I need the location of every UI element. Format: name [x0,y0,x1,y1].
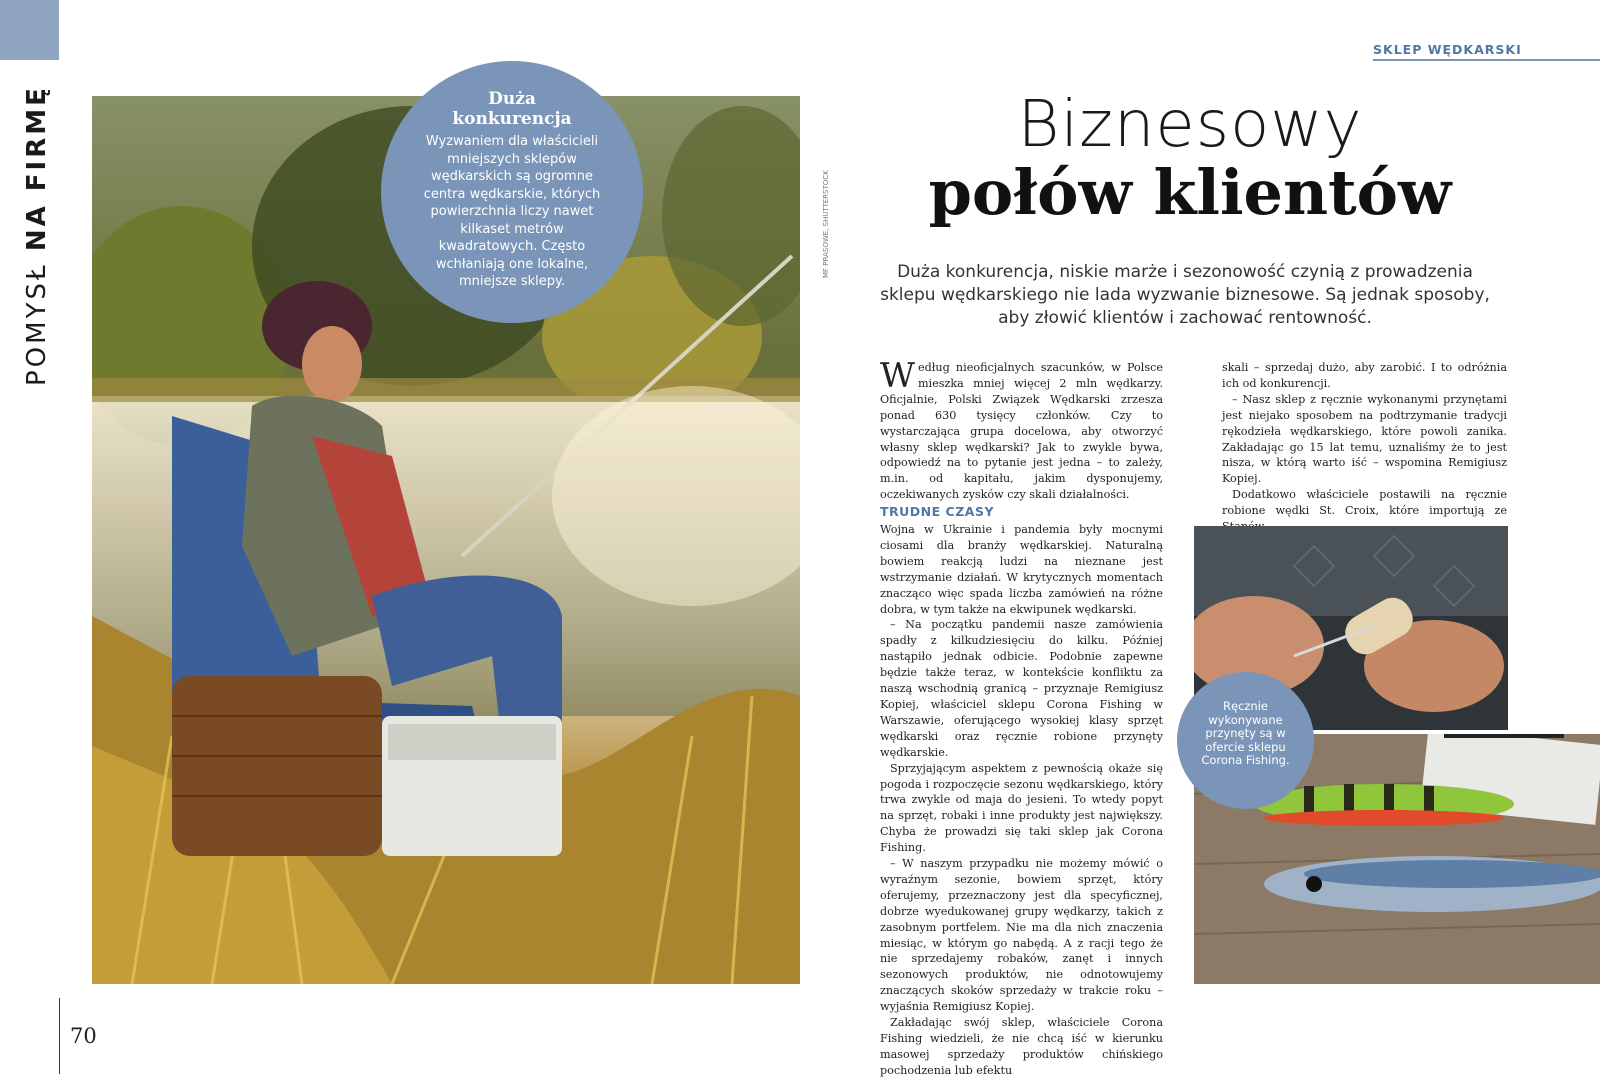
paragraph: Wojna w Ukrainie i pandemia były mocnymi ciosami dla branży wędkarskiej. Naturalną bowiem reakcją ludzi na nieznane jest wstrzymanie działań. W krytycznych momentach znacząco więc spada liczba zamówień na różne dobra, w tym także na ekwipunek wędkarski. [880,523,1163,616]
paragraph: – Na początku pandemii nasze zamówienia spadły z kilkudziesięciu do kilku. Później nastąpiło jednak odbicie. Podobnie zapewne będzie także teraz, w kontekście konfliktu za naszą wschodnią granicą – przyznaje Remigiusz Kopiej, właściciel sklepu Corona Fishing w Warszawie, oferującego wysokiej klasy sprzęt wędkarski oraz ręcznie robione przynęty wędkarskie. [880,618,1163,759]
article-lead: Duża konkurencja, niskie marże i sezonowość czynią z prowadzenia sklepu wędkarskiego nie lada wyzwanie biznesowe. Są jednak sposoby, aby złowić klientów i zachować rentowność. [880,262,1490,328]
paragraph: – Nasz sklep z ręcznie wykonanymi przynętami jest niejako sposobem na podtrzymanie tradycji rękodzieła wędkarskiego, które powoli zanika. Zakładając go 15 lat temu, uznaliśmy że to jest nisza, w którą warto iść – wspomina Remigiusz Kopiej. [1222,392,1507,486]
article-title-line2: połów klientów [928,156,1452,229]
article-intro [880,356,1163,503]
competition-title-line2: konkurencja [452,109,572,129]
article-title-line1: Biznesowy [1017,88,1363,162]
section-kicker: SKLEP WĘDKARSKI [1373,42,1522,57]
photo-credit: MF PRASOWE, SHUTTERSTOCK [822,170,830,278]
article-column-1 [880,522,1163,1079]
paragraph: – W naszym przypadku nie możemy mówić o wyraźnym sezonie, bowiem sprzęt, który oferujemy, przeznaczony jest dla specyficznej, dobrze wyedukowanej grupy wędkarzy, takich z zasobnym portfelem. Nie ma dla nich znaczenia miesiąc, w którym go nabędą. A z racji tego że nie sprzedajemy robaków, zanęt i innych sezonowych produktów, nie odnotowujemy znaczących skoków sprzedaży w trakcie roku – wyjaśnia Remigiusz Kopiej. [880,857,1163,1014]
paragraph: skali – sprzedaj dużo, aby zarobić. I to odróżnia ich od konkurencji. [1222,361,1507,390]
corner-color-block [0,0,59,60]
section-label-vertical [12,70,52,390]
paragraph: Dodatkowo właściciele postawili na ręcznie robione wędki St. Croix, które importują ze [1222,488,1507,518]
article-column-2 [1222,360,1507,535]
kicker-rule [1373,59,1600,61]
intro-text: edług nieoficjalnych szacunków, w Polsce mieszka mniej więcej 2 mln wędkarzy. Oficjalnie, Polski Związek Wędkarski zrzesza ponad 630 tysięcy członków. Czy to wystarczająca grupa docelowa, aby otworzyć własny sklep wędkarski? Jak to zwykle bywa, odpowiedź na to pytanie jest jedna – to zależy, m.in. od kapitału, jakim dysponujemy, oczekiwanych zysków czy skali działalności. [880,361,1163,502]
paragraph: Zakładając swój sklep, właściciele Corona Fishing wiedzieli, że nie chcą iść w kierunku masowej sprzedaży produktów chińskiego pochodzenia lub efektu [880,1016,1163,1077]
dropcap: W [880,356,915,396]
competition-title-line1: Duża [488,89,536,109]
competition-circle [381,61,643,323]
competition-text: Wyzwaniem dla właścicieli mniejszych sklepów wędkarskich są ogromne centra wędkarskie, których powierzchnia liczy nawet kilkaset metrów kwadratowych. Często wchłaniają one lokalne, mniejsze sklepy. [423,134,601,289]
section-label-bold: NA FIRMĘ [22,85,52,252]
lures-caption-circle [1177,672,1314,809]
margin-rule [59,998,60,1074]
paragraph: Sprzyjającym aspektem z pewnością okaże się pogoda i rozpoczęcie sezonu wędkarskiego, który trwa zwykle od maja do jesieni. To wtedy popyt na sprzęt, robaki i inne produkty jest największy. Chyba że prowadzi się taki sklep jak Corona Fishing. [880,761,1163,855]
article-subhead: TRUDNE CZASY [880,504,994,519]
section-label-light: POMYSŁ [22,262,52,386]
lures-caption-text: Ręcznie wykonywane przynęty są w ofercie sklepu Corona Fishing. [1201,699,1290,767]
page-number: 70 [70,1024,97,1048]
